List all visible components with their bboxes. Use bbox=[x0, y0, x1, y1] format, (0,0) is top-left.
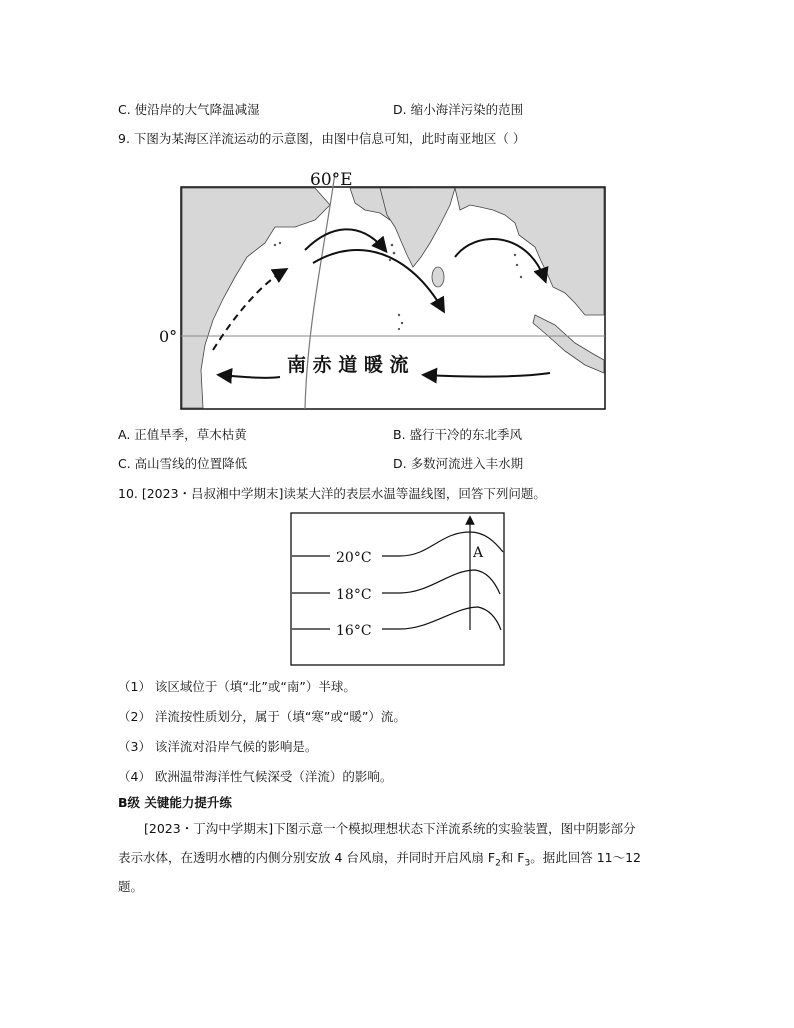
section-b-intro-line3: 题。 bbox=[118, 879, 144, 894]
q9-option-c: C. 高山雪线的位置降低 bbox=[118, 456, 248, 471]
q9-stem: 9. 下图为某海区洋流运动的示意图，由图中信息可知，此时南亚地区（ ） bbox=[118, 131, 526, 146]
section-b-intro-line1: [2023・丁沟中学期末]下图示意一个模拟理想状态下洋流系统的实验装置，图中阴影部分 bbox=[144, 821, 636, 836]
isotherm-18-label: 18°C bbox=[336, 587, 372, 603]
section-b-heading: B级 关键能力提升练 bbox=[118, 795, 232, 810]
q8-option-d: D. 缩小海洋污染的范围 bbox=[393, 102, 524, 117]
section-b-intro-line2: 表示水体，在透明水槽的内侧分别安放 4 台风扇，并同时开启风扇 $F_2$和 $F_3$。据此回答 11～12 bbox=[118, 850, 642, 869]
land-srilanka bbox=[432, 267, 444, 287]
isotherm-20-label: 20°C bbox=[336, 550, 372, 566]
equator-label: 0° bbox=[159, 327, 178, 346]
q9-option-b: B. 盛行干冷的东北季风 bbox=[393, 427, 523, 442]
isotherm-frame bbox=[291, 513, 504, 665]
ocean-current-map bbox=[155, 165, 615, 415]
q10-sub3: （3） 该洋流对沿岸气候的影响是。 bbox=[118, 739, 318, 754]
isotherm-16-label: 16°C bbox=[336, 623, 372, 639]
q9-option-d: D. 多数河流进入丰水期 bbox=[393, 456, 524, 471]
longitude-label: 60°E bbox=[310, 170, 353, 190]
q10-sub2: （2） 洋流按性质划分，属于（填“寒”或“暖”）流。 bbox=[118, 709, 406, 724]
isotherm-figure bbox=[290, 512, 506, 668]
q8-option-c: C. 使沿岸的大气降温减湿 bbox=[118, 102, 260, 117]
q10-stem: 10. [2023・吕叔湘中学期末]读某大洋的表层水温等温线图，回答下列问题。 bbox=[118, 486, 546, 501]
q10-sub4: （4） 欧洲温带海洋性气候深受（洋流）的影响。 bbox=[118, 769, 393, 784]
q10-sub1: （1） 该区域位于（填“北”或“南”）半球。 bbox=[118, 679, 356, 694]
q9-option-a: A. 正值旱季，草木枯黄 bbox=[118, 427, 247, 442]
current-label: 南 赤 道 暖 流 bbox=[287, 354, 409, 376]
point-a-label: A bbox=[473, 545, 484, 561]
